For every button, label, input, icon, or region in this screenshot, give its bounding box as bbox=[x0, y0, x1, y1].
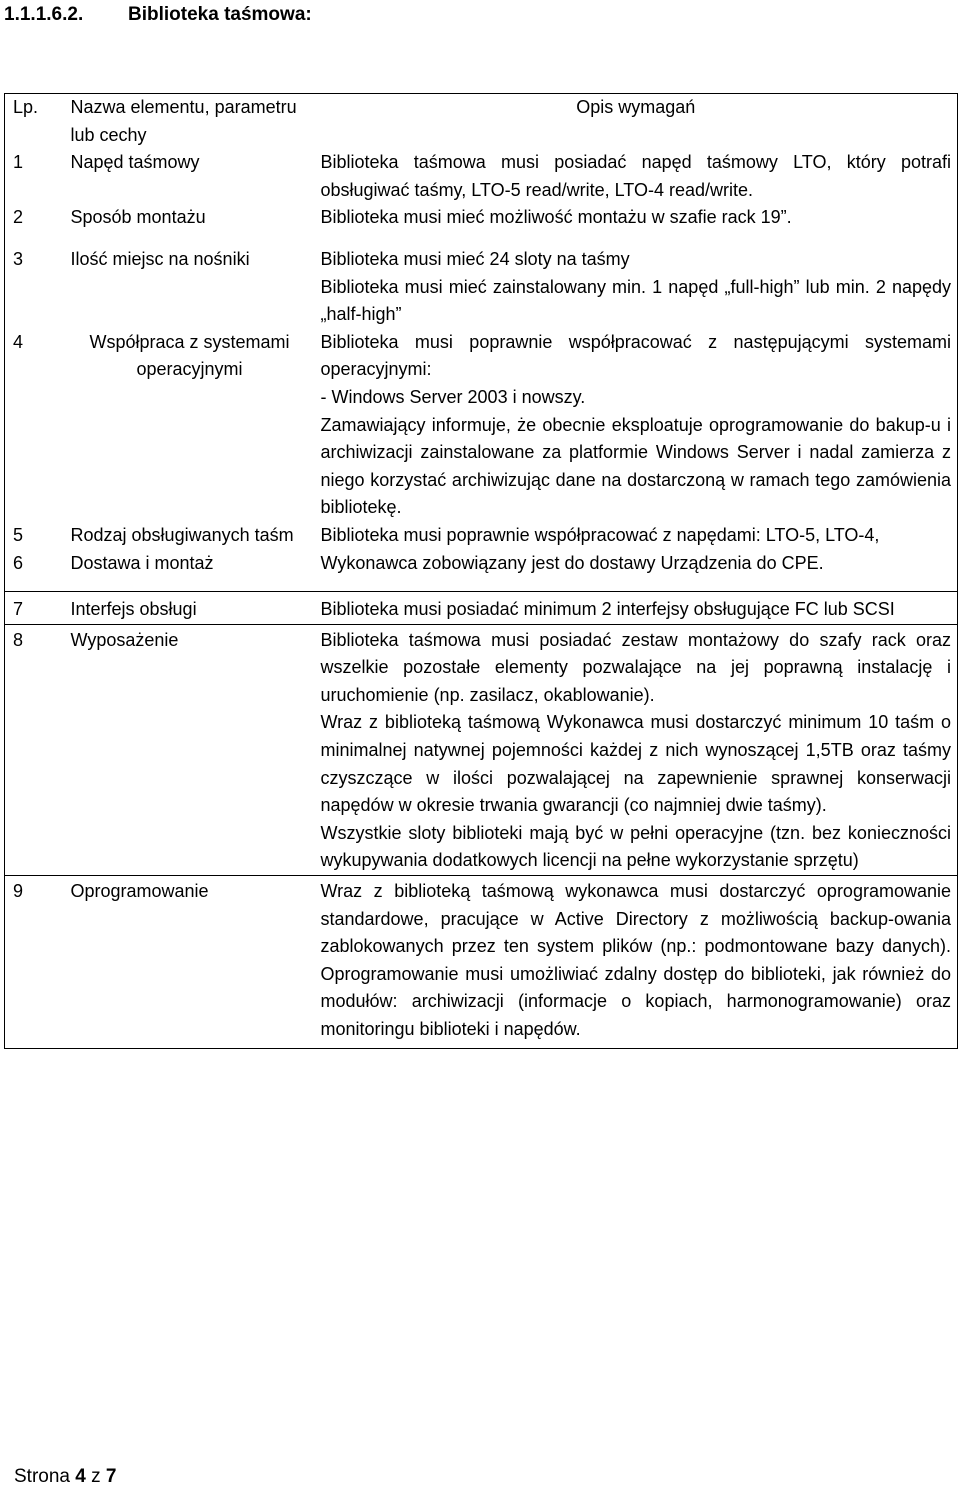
row-lp: 8 bbox=[13, 629, 24, 650]
row-lp: 9 bbox=[13, 881, 24, 902]
header-desc: Opis wymagań bbox=[576, 97, 696, 117]
row-lp: 1 bbox=[13, 152, 24, 173]
row-name: Ilość miejsc na nośniki bbox=[70, 248, 250, 269]
row-desc: Biblioteka musi posiadać minimum 2 interfejsy obsługujące FC lub SCSI bbox=[320, 599, 895, 620]
table-row bbox=[5, 592, 958, 625]
row-desc: Biblioteka taśmowa musi posiadać zestaw montażowy do szafy rack oraz wszelkie pozostałe elementy pozwalające na jej poprawną instalację i uruchomienie (np. zasilacz, okablowanie). Wraz z biblioteką taśmową Wykonawca musi dostarczyć minimum 10 taśm o minimalnej natywnej pojemności każdej z nich wynoszącej 1,5TB oraz taśmy czyszczące w ilości pozwalającej na zapewnienie sprawnej konserwacji napędów w okresie trwania gwarancji (co najmniej dwie taśmy). Wszystkie sloty biblioteki mają być w pełni operacyjne (tzn. bez konieczności wykupywania dodatkowych licencji na pełne wykorzystanie sprzętu) bbox=[320, 629, 951, 871]
table-row bbox=[5, 204, 958, 232]
table-row bbox=[5, 522, 958, 550]
table-header-row bbox=[5, 94, 958, 150]
row-name: Napęd taśmowy bbox=[70, 152, 200, 173]
header-lp: Lp. bbox=[13, 97, 39, 117]
table-row bbox=[5, 246, 958, 329]
table-row bbox=[5, 329, 958, 522]
row-lp: 7 bbox=[13, 599, 24, 620]
row-name: Współpraca z systemami operacyjnymi bbox=[89, 331, 290, 380]
row-name: Sposób montażu bbox=[70, 207, 206, 228]
row-lp: 4 bbox=[13, 331, 24, 352]
row-name: Dostawa i montaż bbox=[70, 552, 214, 573]
table-row bbox=[5, 876, 958, 1049]
row-lp: 6 bbox=[13, 552, 24, 573]
row-desc: Biblioteka taśmowa musi posiadać napęd taśmowy LTO, który potrafi obsługiwać taśmy, LTO-5 read/write, LTO-4 read/write. bbox=[320, 152, 951, 200]
table-row bbox=[5, 624, 958, 875]
row-desc: Biblioteka musi poprawnie współpracować z następującymi systemami operacyjnymi: - Windows Server 2003 i nowszy. Zamawiający informuje, że obecnie eksploatuje oprogramowanie do bakup-u i archiwizacji zainstalowane za platformie Windows Server i nadal zamierza z niego korzystać archiwizując dane na dostarczoną w ramach tego zamówienia bibliotekę. bbox=[320, 331, 951, 518]
requirements-table bbox=[4, 93, 958, 1049]
row-name: Wyposażenie bbox=[70, 629, 179, 650]
section-heading bbox=[4, 4, 312, 26]
row-name: Rodzaj obsługiwanych taśm bbox=[70, 524, 294, 545]
table-row bbox=[5, 550, 958, 592]
row-lp: 2 bbox=[13, 207, 24, 228]
section-title: Biblioteka taśmowa: bbox=[128, 4, 312, 25]
header-name: Nazwa elementu, parametru lub cechy bbox=[70, 97, 297, 145]
section-number: 1.1.1.6.2. bbox=[4, 4, 84, 25]
footer-prefix: Strona bbox=[14, 1466, 70, 1487]
footer-page: 4 bbox=[75, 1466, 86, 1487]
row-desc: Biblioteka musi mieć 24 sloty na taśmy Biblioteka musi mieć zainstalowany min. 1 napęd „full-high” lub min. 2 napędy „half-high” bbox=[320, 248, 951, 325]
row-name: Oprogramowanie bbox=[70, 881, 209, 902]
row-desc: Biblioteka musi mieć możliwość montażu w szafie rack 19”. bbox=[320, 207, 792, 228]
row-lp: 3 bbox=[13, 248, 24, 269]
row-name: Interfejs obsługi bbox=[70, 599, 197, 620]
row-desc: Biblioteka musi poprawnie współpracować z napędami: LTO-5, LTO-4, bbox=[320, 524, 880, 545]
footer-of: z bbox=[91, 1466, 101, 1487]
footer-total: 7 bbox=[105, 1466, 117, 1487]
row-desc: Wykonawca zobowiązany jest do dostawy Urządzenia do CPE. bbox=[320, 552, 824, 573]
row-desc: Wraz z biblioteką taśmową wykonawca musi dostarczyć oprogramowanie standardowe, pracujące w Active Directory z możliwością backup-owania zablokowanych przez ten system plików (np.: podmontowane bazy danych). Oprogramowanie musi umożliwiać zdalny dostęp do biblioteki, jak również do modułów: archiwizacji (informacje o kopiach, harmonogramowanie) oraz monitoringu biblioteki i napędów. bbox=[320, 881, 951, 1039]
page-footer bbox=[14, 1466, 116, 1488]
row-lp: 5 bbox=[13, 524, 24, 545]
table-row bbox=[5, 149, 958, 204]
